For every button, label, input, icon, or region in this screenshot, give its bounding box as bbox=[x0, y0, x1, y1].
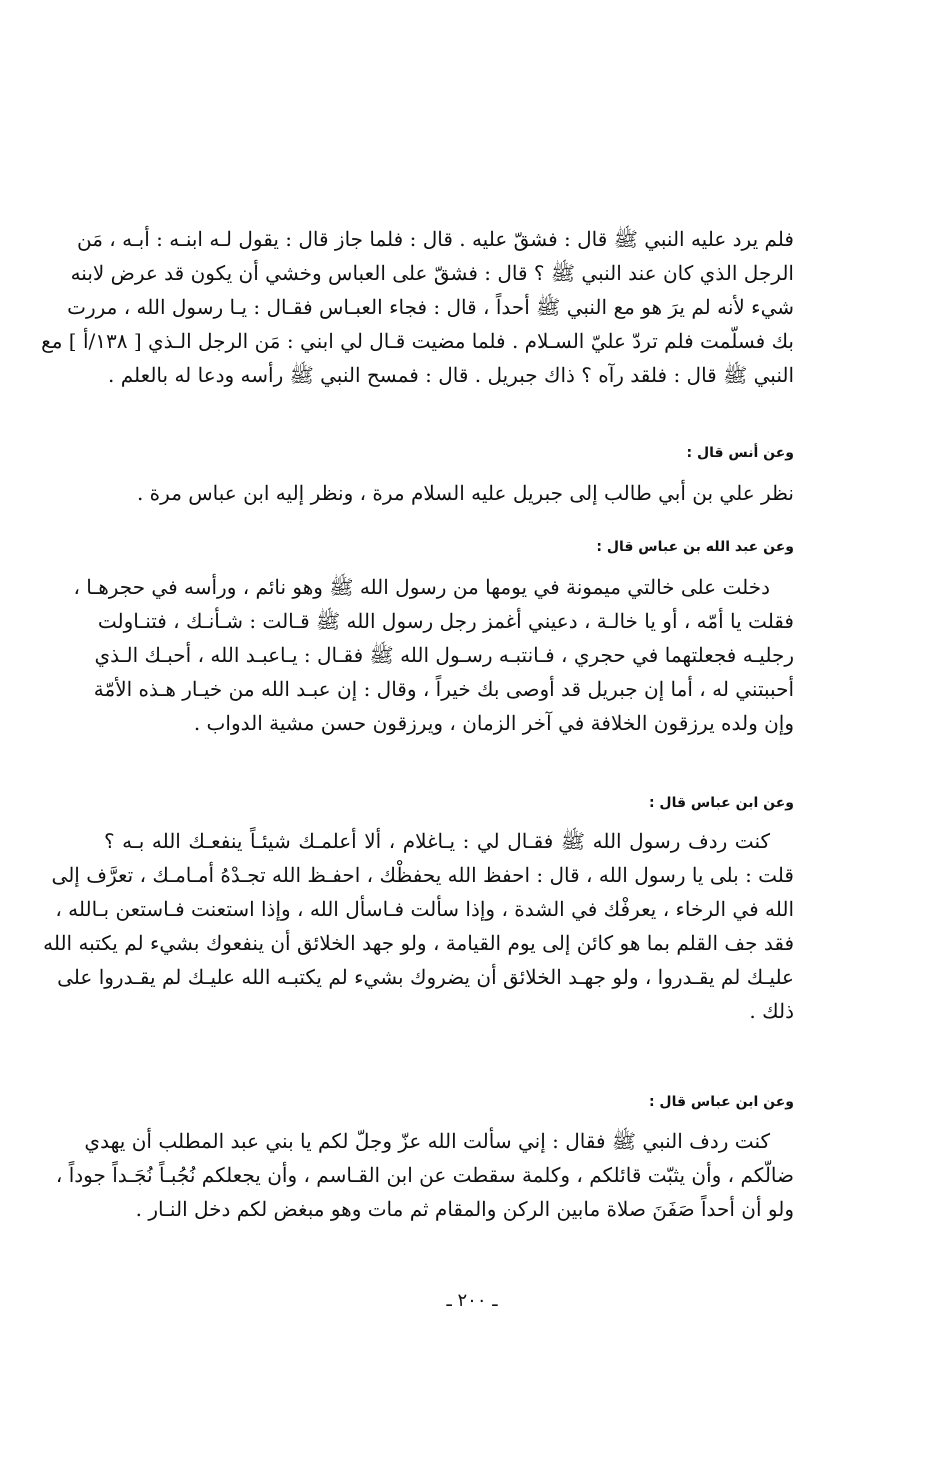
page-number: ـ ٢٠٠ ـ bbox=[446, 1290, 498, 1311]
text-line: وإن ولده يرزقون الخلافة في آخر الزمان ، ويرزقون حسن مشية الدواب . bbox=[193, 711, 794, 735]
text-line: قلت : بلى يا رسول الله ، قال : احفظ الله يحفظْك ، احفـظ الله تجـدْهُ أمـامـك ، تعرَّف إلى bbox=[51, 863, 794, 887]
paragraph-continuation bbox=[41, 222, 794, 392]
narration-paragraph bbox=[104, 476, 794, 510]
text-line: ضالّكم ، وأن يثبّت قائلكم ، وكلمة سقطت عن ابن القـاسم ، وأن يجعلكم نُجُبـاً نُجَـداً جوداً ، bbox=[55, 1163, 794, 1187]
text-line: عليـك لم يقـدروا ، ولو جهـد الخلائق أن يضروك بشيء لم يكتبـه الله عليـك لم يقـدروا على bbox=[57, 965, 794, 989]
text-line: الرجل الذي كان عند النبي ﷺ ؟ قال : فشقّ على العباس وخشي أن يكون قد عرض لابنه bbox=[70, 261, 794, 285]
text-line: بك فسلّمت فلم تردّ عليّ السـلام . فلما مضيت قـال لي ابني : مَن الرجل الـذي [ ١٣٨/أ ] مع bbox=[41, 329, 794, 353]
narration-paragraph bbox=[43, 824, 794, 1028]
text-line: شيء لأنه لم يرَ هو مع النبي ﷺ أحداً ، قال : فجاء العبـاس فقـال : يـا رسول الله ، مررت bbox=[67, 295, 794, 319]
text-line: دخلت على خالتي ميمونة في يومها من رسول الله ﷺ وهو نائم ، ورأسه في حجرهـا ، bbox=[73, 575, 770, 599]
narration-heading: وعن عبد الله بن عباس قال : bbox=[596, 539, 794, 555]
text-line: نظر علي بن أبي طالب إلى جبريل عليه السلام مرة ، ونظر إليه ابن عباس مرة . bbox=[136, 481, 794, 505]
narration-heading: وعن ابن عباس قال : bbox=[648, 1094, 794, 1110]
text-line: كنت ردف النبي ﷺ فقال : إني سألت الله عزّ وجلّ لكم يا بني عبد المطلب أن يهدي bbox=[84, 1129, 770, 1153]
text-line: كنت ردف رسول الله ﷺ فقـال لي : يـاغلام ، ألا أعلمـك شيئـاً ينفعـك الله بـه ؟ bbox=[104, 829, 770, 853]
text-line: أحببتني له ، أما إن جبريل قد أوصى بك خيراً ، وقال : إن عبـد الله من خيـار هـذه الأمّة bbox=[93, 677, 794, 701]
text-line: فقد جف القلم بما هو كائن إلى يوم القيامة ، ولو جهد الخلائق أن ينفعوك بشيء لم يكتبه الله bbox=[43, 931, 794, 955]
text-line: النبي ﷺ قال : فلقد رآه ؟ ذاك جبريل . قال : فمسح النبي ﷺ رأسه ودعا له بالعلم . bbox=[108, 363, 794, 387]
narration-heading: وعن أنس قال : bbox=[686, 445, 794, 461]
text-line: ولو أن أحداً صَفَنَ صلاة مابين الركن والمقام ثم مات وهو مبغض لكم دخل النـار . bbox=[135, 1197, 794, 1221]
narration-heading: وعن ابن عباس قال : bbox=[648, 795, 794, 811]
text-line: فقلت يا أمّه ، أو يا خالـة ، دعيني أغمز رجل رسول الله ﷺ قـالت : شـأنـك ، فتنـاولت bbox=[97, 609, 794, 633]
text-line: الله في الرخاء ، يعرفْك في الشدة ، وإذا سألت فـاسأل الله ، وإذا استعنت فـاستعن بـالله ، bbox=[55, 897, 794, 921]
text-line: ذلك . bbox=[749, 999, 794, 1023]
narration-paragraph bbox=[73, 570, 794, 740]
narration-paragraph bbox=[55, 1124, 794, 1226]
text-line: فلم يرد عليه النبي ﷺ قال : فشقّ عليه . قال : فلما جاز قال : يقول لـه ابنـه : أبـه ، مَن bbox=[76, 227, 794, 251]
text-line: رجليـه فجعلتهما في حجري ، فـانتبـه رسـول الله ﷺ فقـال : يـاعبـد الله ، أحبـك الـذي bbox=[94, 643, 794, 667]
